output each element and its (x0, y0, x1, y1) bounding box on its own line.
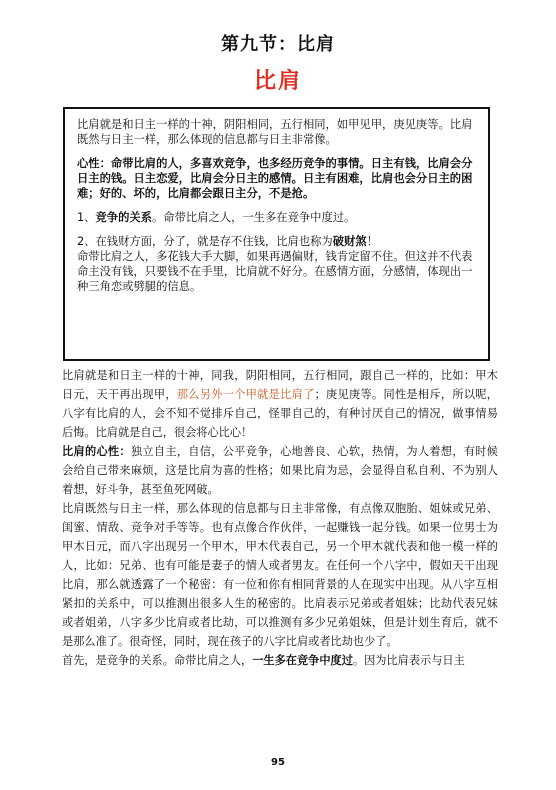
item-text: 。命带比肩之人，一生多在竞争中度过。 (152, 211, 356, 224)
bold-label: 比肩的心性： (62, 445, 131, 458)
text-span: ；庚见庚等。同性是相斥，所以呢，八字有比肩的人，会不知不觉排斥自己，怪罪自己的，有种讨厌自己的情况，做事情易后悔。比肩就是自己，很会将心比心！ (62, 388, 498, 439)
box-paragraph-temperament: 心性：命带比肩的人，多喜欢竞争，也多经历竞争的事情。日主有钱，比肩会分日主的钱。日主恋爱，比肩会分日主的感情。日主有困难，比肩也会分日主的困难；好的、坏的，比肩都会跟日主分，不是抢。 (77, 157, 473, 200)
body-paragraph-competition (62, 651, 498, 670)
spacer (77, 225, 476, 234)
item-bold-label: 竞争的关系 (95, 211, 152, 224)
item-bold-label: 破财煞 (332, 235, 367, 248)
chapter-red-title: 比肩 (253, 69, 302, 94)
item-text: ！ (366, 235, 378, 248)
page-number: 95 (271, 757, 285, 768)
body-paragraph-temperament (62, 442, 498, 499)
spacer (77, 147, 476, 156)
text-span: 独立自主，自信，公平竞争，心地善良、心软，热情，为人着想，有时候会给自己带来麻烦，这是比肩为喜的性格；如果比肩为忌，会显得自私自利、不为别人着想，好斗争，甚至鱼死网破。 (62, 445, 498, 496)
box-item-competition (77, 210, 476, 225)
spacer (77, 201, 476, 210)
section-title: 第九节：比肩 (221, 34, 335, 55)
box-paragraph-intro: 比肩就是和日主一样的十神，阴阳相同，五行相同，如甲见甲，庚见庚等。比肩既然与日主一样，那么体现的信息都与日主非常像。 (77, 118, 473, 146)
box-paragraph-money-detail: 命带比肩之人，多花钱大手大脚，如果再遇偏财，钱肯定留不住。但这并不代表命主没有钱，只要钱不在手里，比肩就不好分。在感情方面，分感情，体现出一种三角恋或劈腿的信息。 (77, 250, 473, 293)
body-paragraph-relations: 比肩既然与日主一样，那么体现的信息都与日主非常像，有点像双胞胎、姐妹或兄弟、闺蜜、情敌、竞争对手等等。也有点像合作伙伴，一起赚钱一起分钱。如果一位男士为甲木日元，而八字出现另一个甲木，甲木代表自己，另一个甲木就代表和他一模一样的人，比如：兄弟、也有可能是妻子的情人或者男友。在任何一个八字中，假如天干出现比肩，那么就透露了一个秘密：有一位和你有相同背景的人在现实中出现。从八字互相紧扣的关系中，可以推测出很多人生的秘密的。比肩表示兄弟或者姐妹；比劫代表兄妹或者姐弟，八字多少比肩或者比劫，可以推测有多少兄弟姐妹，但是计划生育后，就不是那么准了。很奇怪，同时，现在孩子的八字比肩或者比劫也少了。 (62, 502, 498, 648)
text-span: 首先，是竞争的关系。命带比肩之人， (62, 654, 253, 667)
item-text: 2、在钱财方面，分了，就是存不住钱，比肩也称为 (77, 235, 333, 248)
bold-phrase: 一生多在竞争中度过 (252, 654, 353, 667)
body-paragraph-definition (62, 366, 498, 442)
body-text (62, 366, 498, 670)
item-number: 1、 (77, 211, 96, 224)
text-span: 比肩就是和日主一样的十神，同我，阴阳相同，五行相同，跟自己一样的，比如：甲木日元，天干再出现甲， (62, 369, 498, 401)
highlighted-text: 那么另外一个甲就是比肩了 (176, 388, 315, 401)
summary-box (63, 107, 490, 361)
box-item-money (77, 234, 476, 249)
text-span: 。因为比肩表示与日主 (352, 654, 465, 667)
